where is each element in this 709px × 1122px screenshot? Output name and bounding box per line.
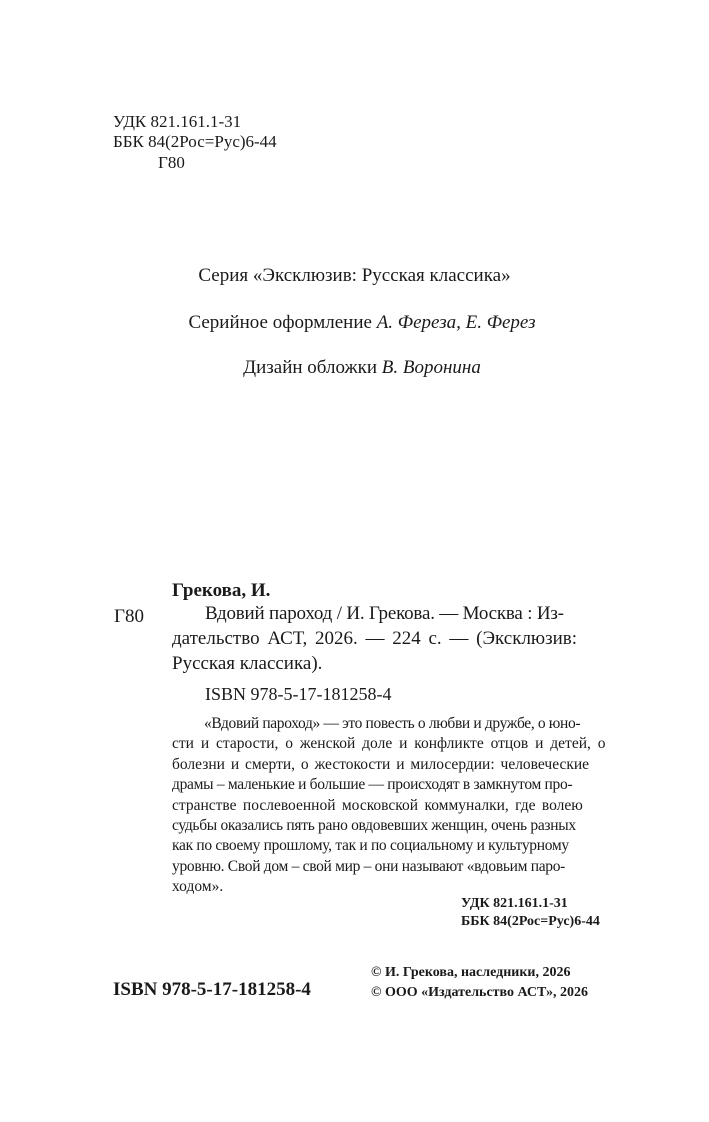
series-line: Серия «Эксклюзив: Русская классика» [198,265,511,286]
series-design-label: Серийное оформление [188,312,372,333]
footer-isbn: ISBN 978-5-17-181258-4 [113,979,311,1000]
annotation-line: сти и старости, о женской доле и конфликте отцов и детей, о [172,735,606,753]
annotation-line: странстве послевоенной московской коммуналки, где волею [172,796,583,814]
annotation-line: судьбы оказались пять рано овдовевших женщин, очень разных [172,817,576,835]
bib-author: Грекова, И. [172,580,271,601]
annotation [172,714,612,898]
annotation-line: «Вдовий пароход» — это повесть о любви и дружбе, о юно- [204,715,581,732]
classification-bbk: ББК 84(2Рос=Рус)6-44 [461,914,600,929]
cover-design-name: В. Воронина [381,357,481,378]
cover-design-label: Дизайн обложки [243,357,378,378]
annotation-line: как по своему прошлому, так и по социальному и культурному [172,837,569,855]
header-bbk: ББК 84(2Рос=Рус)6-44 [113,132,277,151]
copyright-author: © И. Грекова, наследники, 2026 [371,965,571,980]
copyright-publisher: © ООО «Издательство АСТ», 2026 [371,985,589,1000]
annotation-line: ходом». [172,878,224,896]
annotation-line: уровню. Свой дом – свой мир – они называют «вдовьим паро- [172,857,566,875]
bib-line-2: дательство АСТ, 2026. — 224 с. — (Эксклюзив: [172,628,578,649]
classification-udk: УДК 821.161.1-31 [461,896,568,911]
bib-line-3: Русская классика). [172,653,323,674]
bib-author-code: Г80 [114,606,144,627]
annotation-line: болезни и смерти, о жестокости и милосердии: человеческие [172,755,590,773]
cover-design-credit [0,356,709,380]
series-design-names: А. Фереза, Е. Ферез [376,312,536,333]
header-udk: УДК 821.161.1-31 [113,112,242,131]
bib-isbn: ISBN 978-5-17-181258-4 [205,684,392,704]
bib-line-1: Вдовий пароход / И. Грекова. — Москва : Из- [205,603,564,624]
annotation-line: драмы – маленькие и большие — происходят в замкнутом про- [172,776,573,794]
header-author-code: Г80 [158,153,185,172]
series-design-credit [0,311,709,335]
